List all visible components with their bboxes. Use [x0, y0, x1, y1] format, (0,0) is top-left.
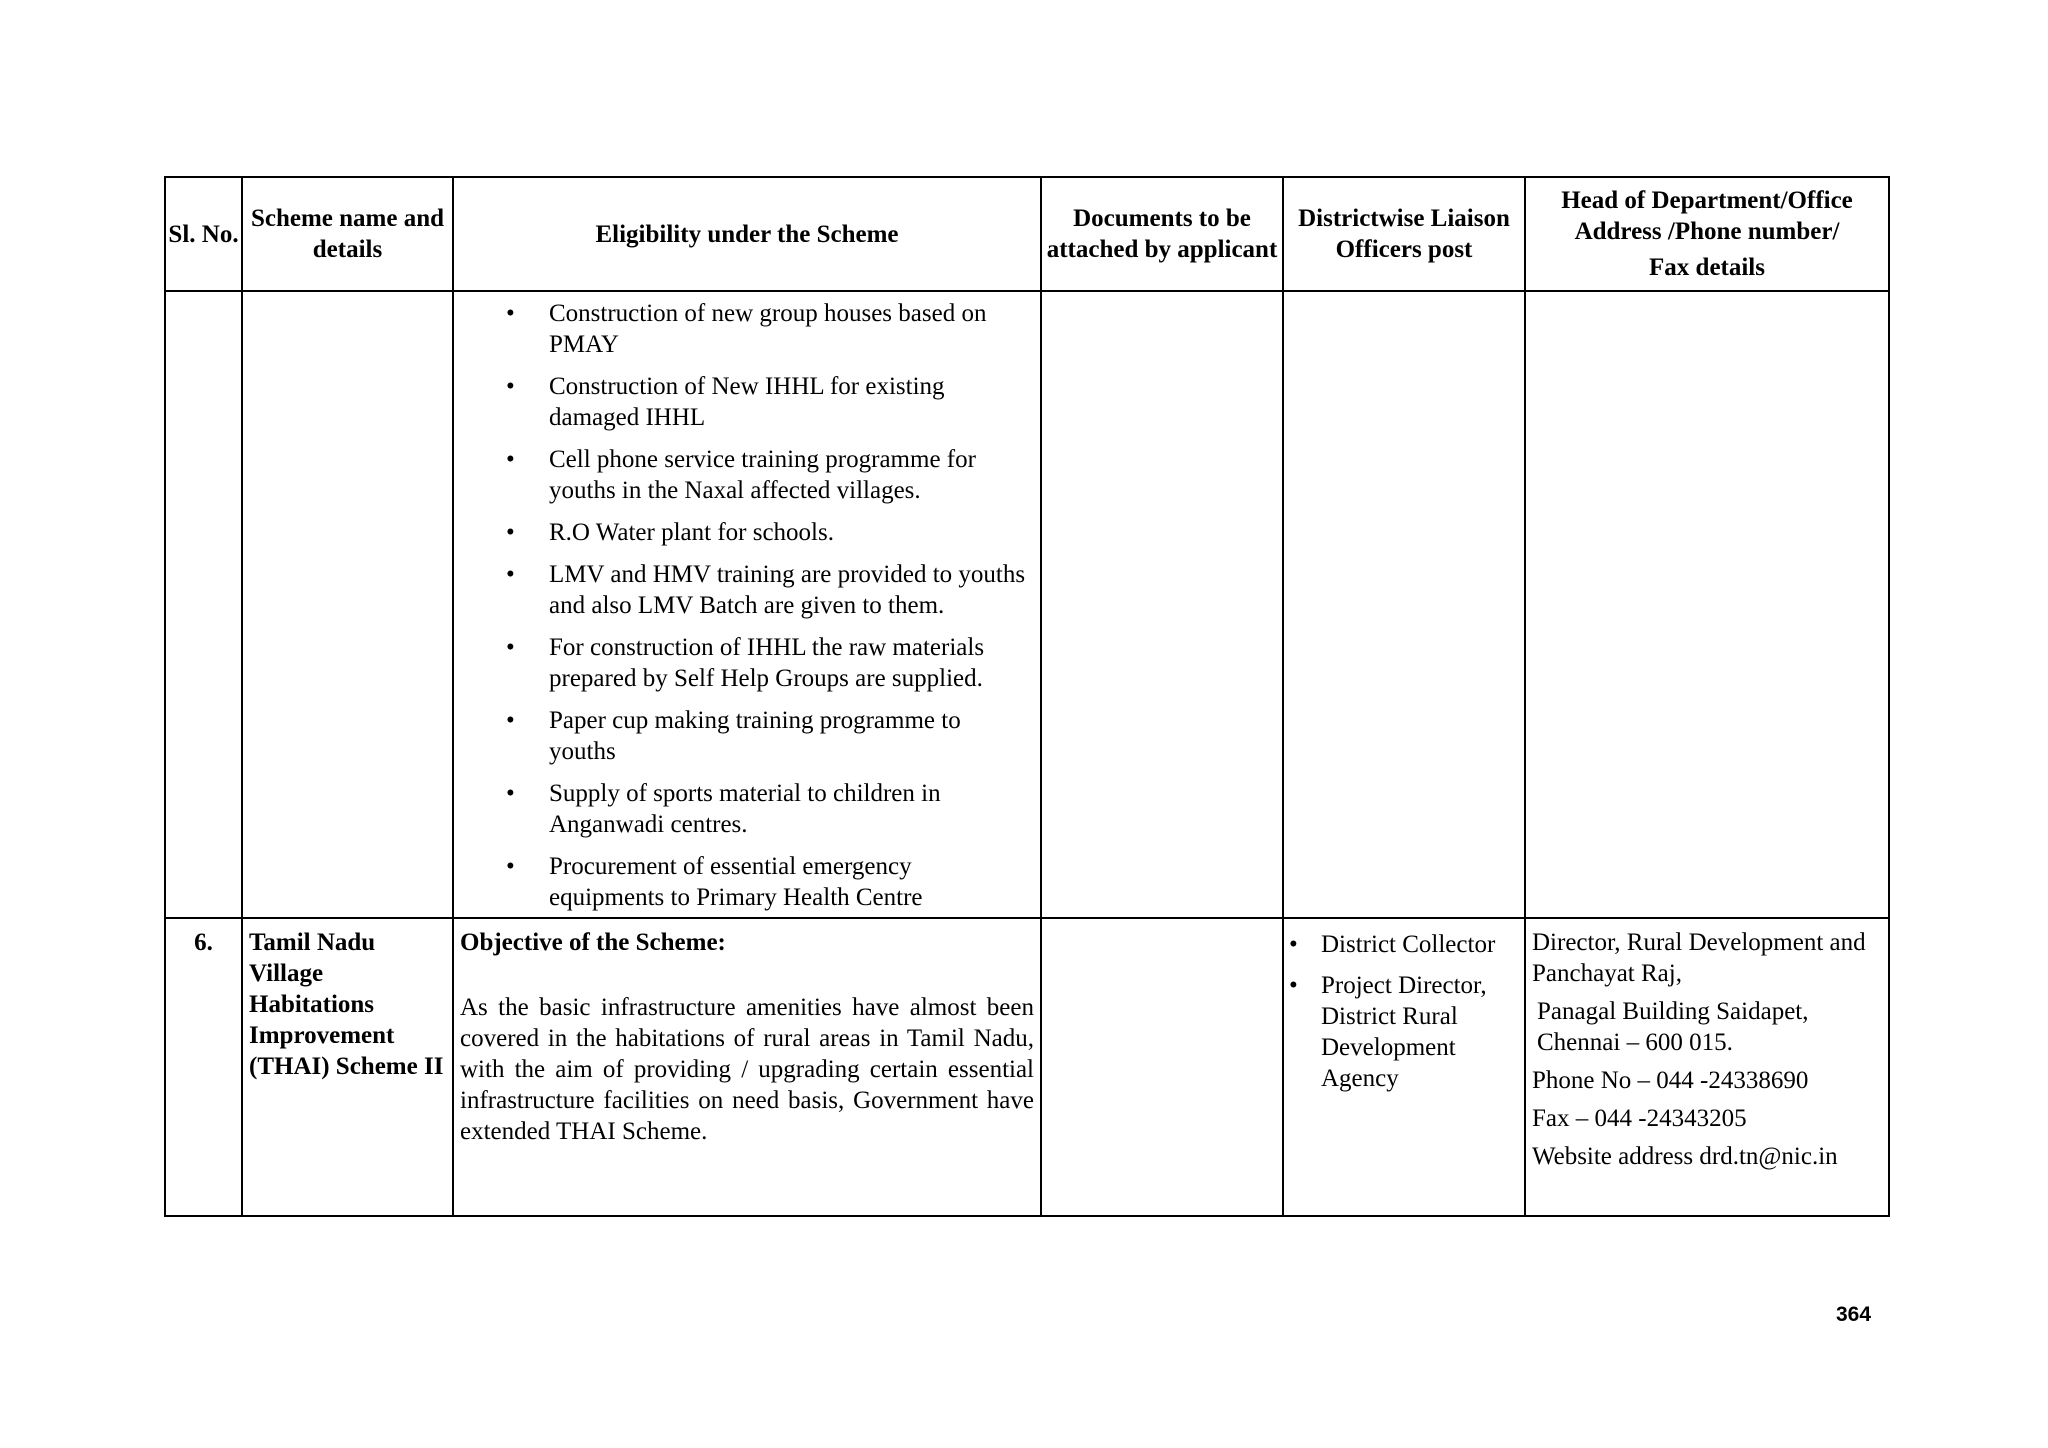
bullet-icon: •: [1289, 972, 1298, 999]
cell-scheme-name: Tamil Nadu Village Habitations Improvement (THAI) Scheme II: [242, 918, 453, 1216]
bullet-icon: •: [506, 634, 515, 661]
list-item: [454, 371, 1032, 433]
list-item-text: Supply of sports material to children in Anganwadi centres.: [549, 780, 941, 838]
list-item: [1284, 970, 1518, 1094]
cell-eligibility: [453, 918, 1041, 1216]
list-item-text: Paper cup making training programme to youths: [549, 707, 961, 765]
list-item: [454, 851, 1032, 913]
eligibility-bullet-list: [454, 292, 1040, 917]
list-item-text: For construction of IHHL the raw materials prepared by Self Help Groups are supplied.: [549, 634, 985, 692]
liaison-officer-text: Project Director, District Rural Development Agency: [1321, 972, 1487, 1092]
list-item: [1284, 929, 1518, 960]
list-item-text: Procurement of essential emergency equipments to Primary Health Centre: [549, 853, 923, 911]
list-item: [454, 517, 1032, 548]
cell-scheme-empty: [242, 291, 453, 918]
list-item-text: Construction of new group houses based on PMAY: [549, 300, 987, 358]
hod-website: Website address drd.tn@nic.in: [1532, 1143, 1838, 1170]
hod-address-line1: Director, Rural Development and Panchayat Raj,: [1532, 929, 1866, 987]
header-liaison-officers: Districtwise Liaison Officers post: [1283, 177, 1525, 291]
list-item: [454, 559, 1032, 621]
bullet-icon: •: [506, 780, 515, 807]
list-item-text: Construction of New IHHL for existing damaged IHHL: [549, 373, 945, 431]
page-number: 364: [1836, 1303, 1872, 1326]
bullet-icon: •: [1289, 931, 1298, 958]
header-hod-line2: Fax details: [1649, 254, 1765, 281]
cell-sl-number: 6.: [165, 918, 242, 1216]
cell-hod-empty: [1525, 291, 1889, 918]
header-hod-line1: Head of Department/Office Address /Phone number/: [1561, 187, 1853, 245]
hod-phone: Phone No – 044 -24338690: [1532, 1067, 1809, 1094]
header-scheme-name: Scheme name and details: [242, 177, 453, 291]
bullet-icon: •: [506, 373, 515, 400]
list-item: [454, 778, 1032, 840]
list-item-text: LMV and HMV training are provided to youths and also LMV Batch are given to them.: [549, 561, 1026, 619]
cell-eligibility-bullets: [453, 291, 1041, 918]
list-item-text: Cell phone service training programme for youths in the Naxal affected villages.: [549, 446, 976, 504]
list-item: [454, 632, 1032, 694]
bullet-icon: •: [506, 300, 515, 327]
list-item: [454, 705, 1032, 767]
hod-address-line2: Panagal Building Saidapet, Chennai – 600 015.: [1537, 998, 1809, 1056]
objective-heading: Objective of the Scheme:: [460, 929, 726, 956]
liaison-officer-list: [1284, 919, 1524, 1094]
list-item-text: R.O Water plant for schools.: [549, 519, 834, 546]
cell-liaison-officers: [1283, 918, 1525, 1216]
bullet-icon: •: [506, 519, 515, 546]
scheme-table: [164, 176, 1890, 1217]
hod-fax: Fax – 044 -24343205: [1532, 1105, 1747, 1132]
header-sl-no: Sl. No.: [165, 177, 242, 291]
cell-sl-empty: [165, 291, 242, 918]
bullet-icon: •: [506, 853, 515, 880]
cell-documents: [1041, 918, 1283, 1216]
liaison-officer-text: District Collector: [1321, 931, 1496, 958]
header-documents: Documents to be attached by applicant: [1041, 177, 1283, 291]
objective-text: As the basic infrastructure amenities have almost been covered in the habitations of rural areas in Tamil Nadu, with the aim of providing / upgrading certain essential infrastructure facilities on need basis, Government have extended THAI Scheme.: [460, 994, 1034, 1145]
header-eligibility: Eligibility under the Scheme: [453, 177, 1041, 291]
bullet-icon: •: [506, 561, 515, 588]
cell-documents-empty: [1041, 291, 1283, 918]
list-item: [454, 444, 1032, 506]
table-row-continued: [165, 291, 1889, 918]
list-item: [454, 298, 1032, 360]
bullet-icon: •: [506, 707, 515, 734]
table-header-row: [165, 177, 1889, 291]
bullet-icon: •: [506, 446, 515, 473]
table-row-scheme-6: [165, 918, 1889, 1216]
cell-liaison-empty: [1283, 291, 1525, 918]
header-head-of-department: [1525, 177, 1889, 291]
cell-head-of-department: [1525, 918, 1889, 1216]
